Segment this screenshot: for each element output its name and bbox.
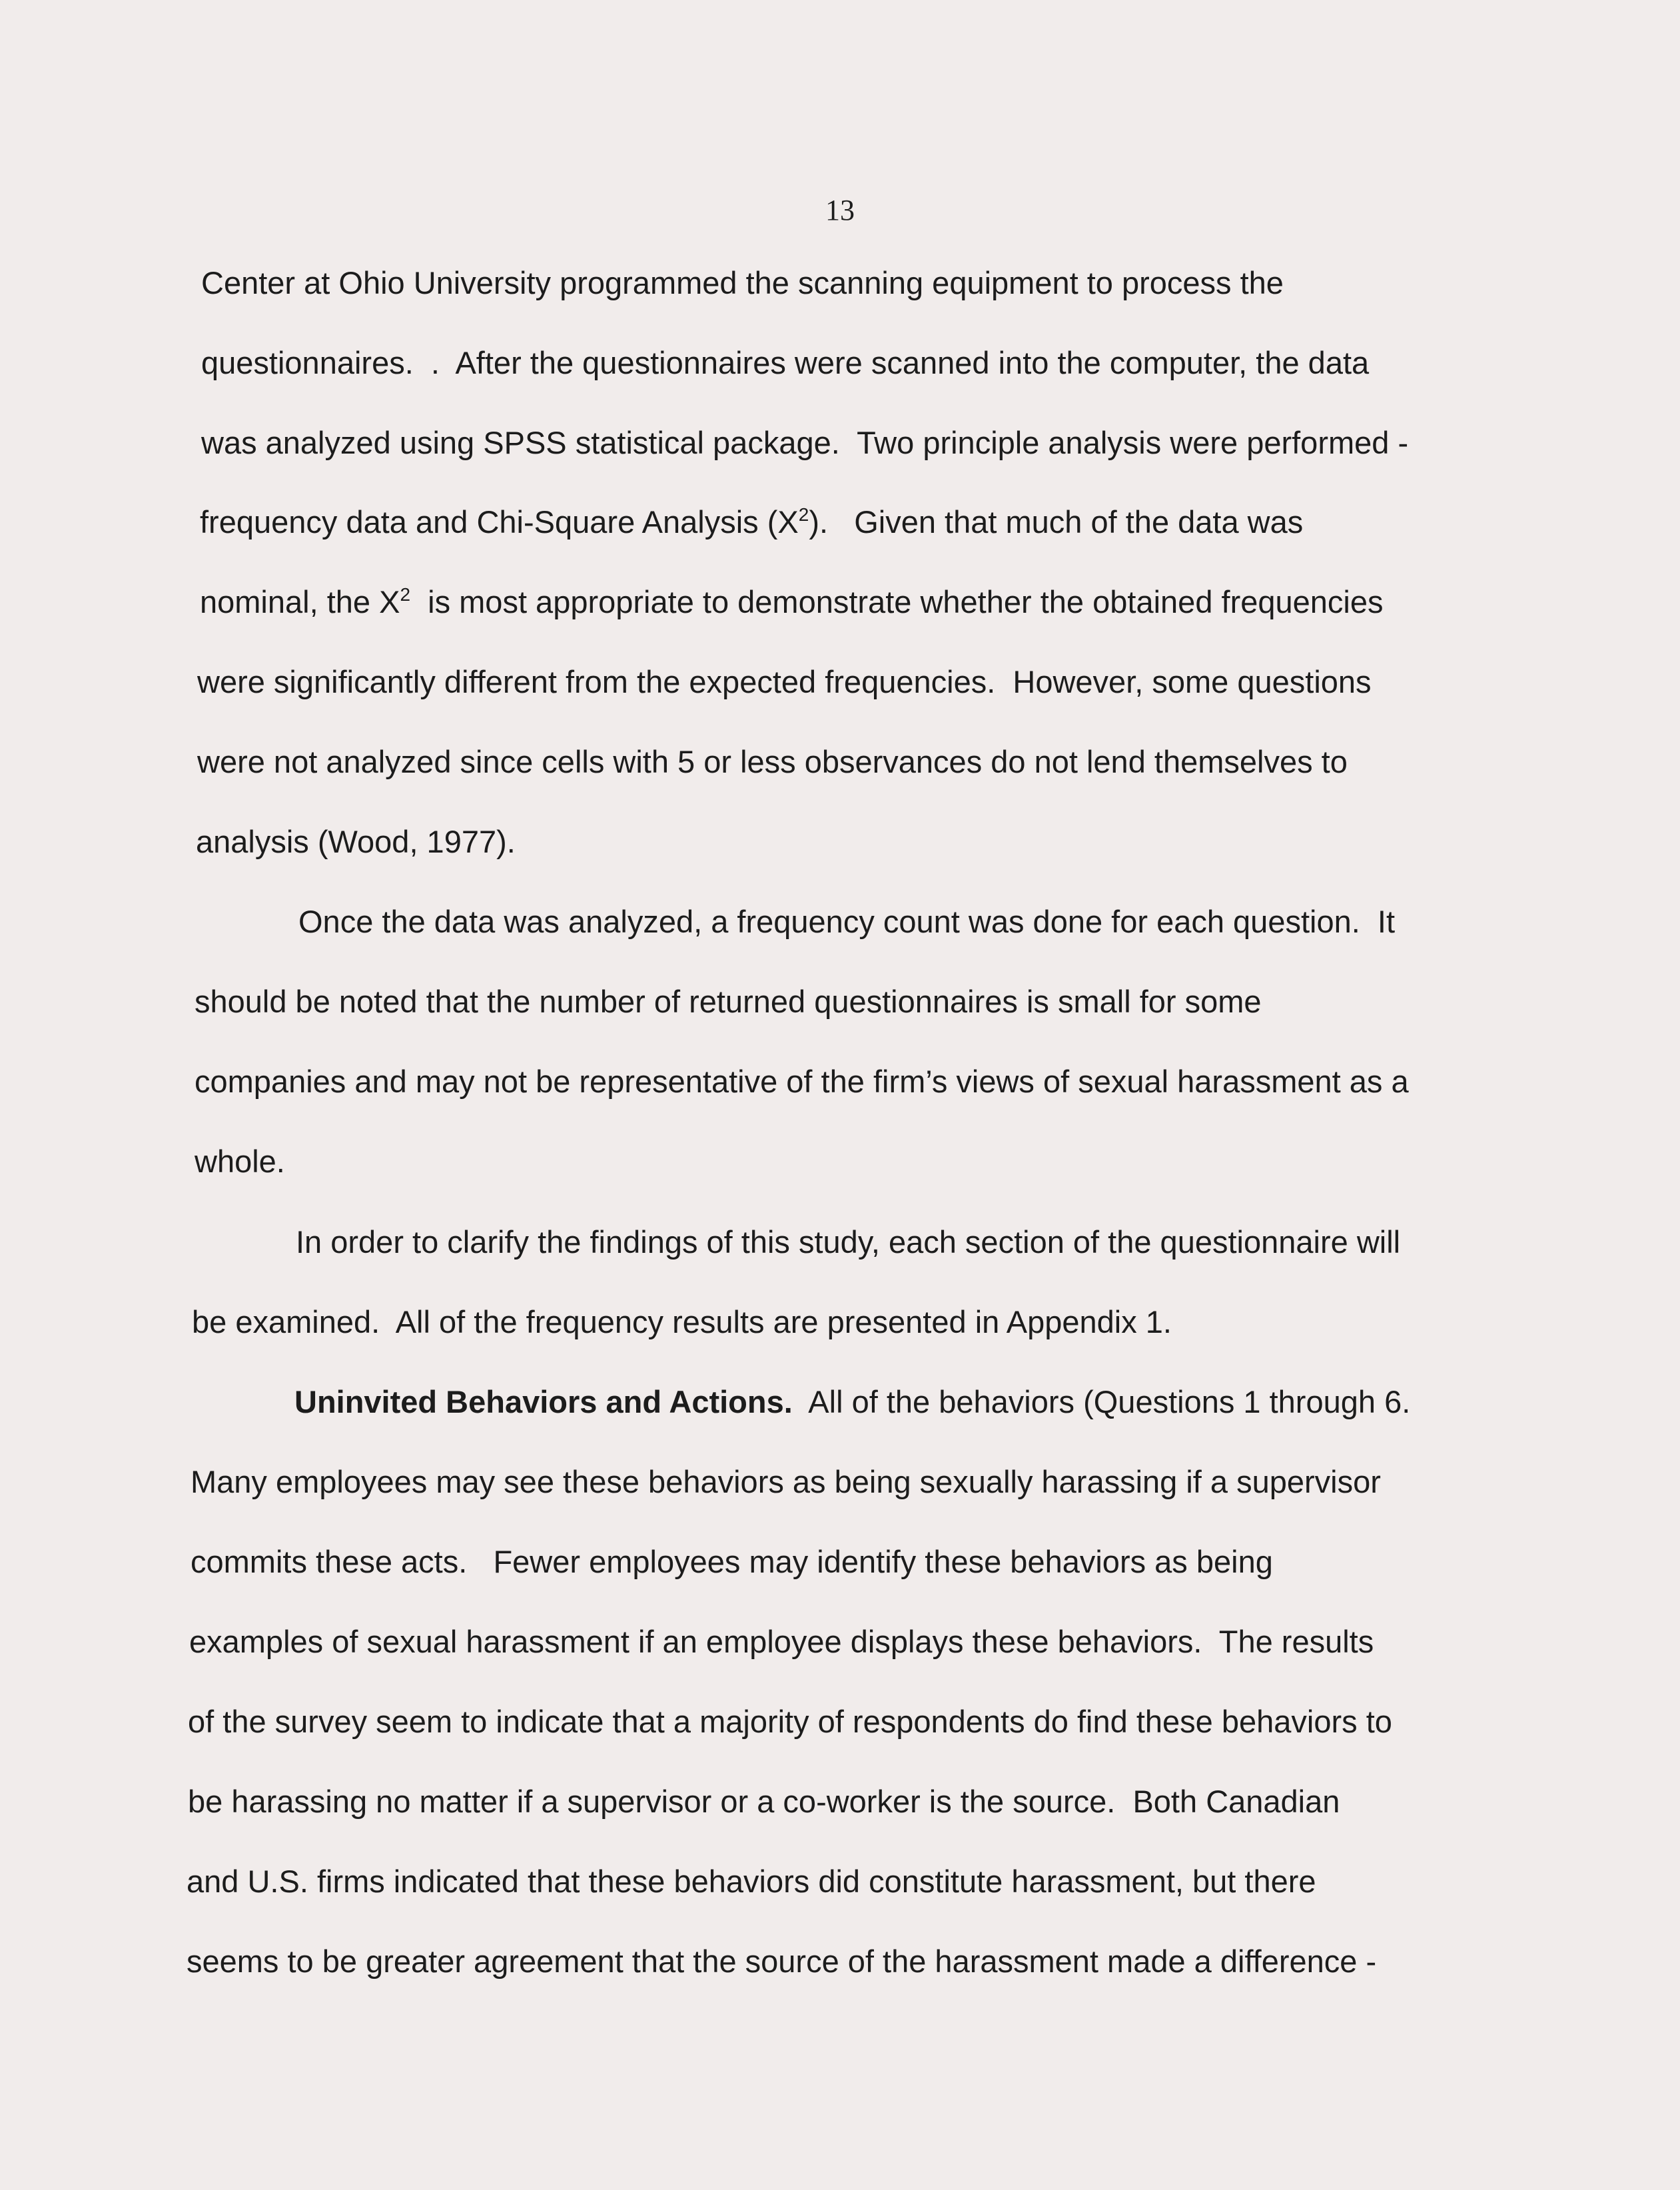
text-line: Uninvited Behaviors and Actions. All of the behaviors (Questions 1 through 6. xyxy=(294,1384,1411,1419)
text-line: be examined. All of the frequency results are presented in Appendix 1. xyxy=(192,1304,1172,1339)
text-line: of the survey seem to indicate that a majority of respondents do find these behaviors to xyxy=(188,1704,1392,1739)
text-line: In order to clarify the findings of this study, each section of the questionnaire will xyxy=(296,1224,1401,1260)
text-line: Once the data was analyzed, a frequency count was done for each question. It xyxy=(298,904,1396,939)
text-line: were not analyzed since cells with 5 or less observances do not lend themselves to xyxy=(197,744,1348,779)
text-line: seems to be greater agreement that the source of the harassment made a difference - xyxy=(187,1944,1377,1979)
text-line: Many employees may see these behaviors as being sexually harassing if a supervisor xyxy=(191,1464,1381,1499)
text-line: and U.S. firms indicated that these behaviors did constitute harassment, but there xyxy=(187,1864,1316,1899)
text-line: be harassing no matter if a supervisor or a co-worker is the source. Both Canadian xyxy=(188,1784,1340,1819)
text-line: analysis (Wood, 1977). xyxy=(196,824,516,859)
text-line: whole. xyxy=(195,1144,285,1179)
text-line: were significantly different from the expected frequencies. However, some questions xyxy=(197,664,1372,699)
text-line: questionnaires. . After the questionnaires were scanned into the computer, the data xyxy=(201,345,1370,380)
page-number: 13 xyxy=(825,194,855,226)
text-line: Center at Ohio University programmed the scanning equipment to process the xyxy=(201,265,1284,300)
section-heading: Uninvited Behaviors and Actions. xyxy=(294,1384,793,1419)
text-line: should be noted that the number of returned questionnaires is small for some xyxy=(195,984,1262,1019)
text-line: companies and may not be representative of the firm’s views of sexual harassment as a xyxy=(195,1064,1409,1099)
text-line: examples of sexual harassment if an employee displays these behaviors. The results xyxy=(189,1624,1374,1659)
text-line: frequency data and Chi-Square Analysis $(X^2)$. Given that much of the data was xyxy=(200,504,1304,540)
text-line: was analyzed using SPSS statistical package. Two principle analysis were performed - xyxy=(201,425,1409,460)
text-line: commits these acts. Fewer employees may identify these behaviors as being xyxy=(191,1544,1273,1579)
text-line: nominal, the $X^2$ is most appropriate to demonstrate whether the obtained frequencies xyxy=(200,584,1384,619)
